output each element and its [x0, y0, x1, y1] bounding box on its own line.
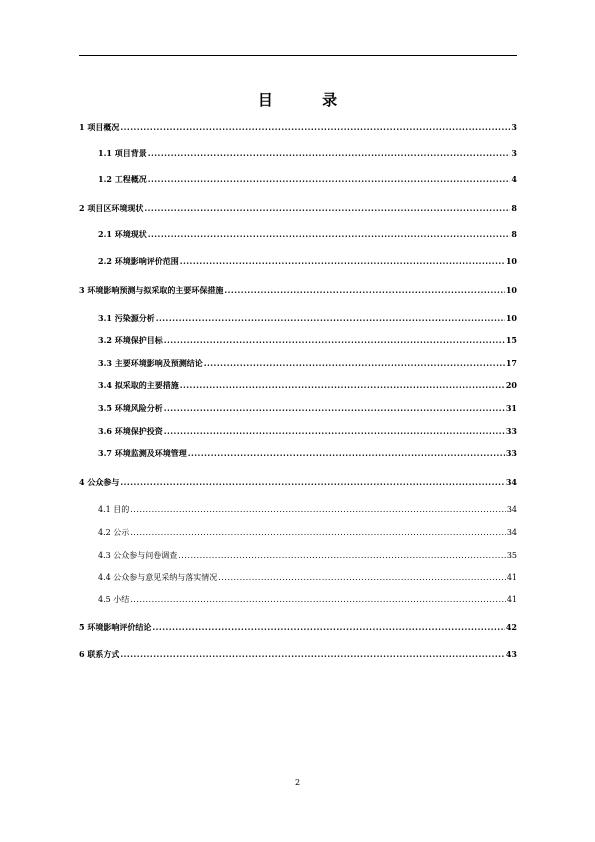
toc-entry-label: 2.1 环境现状 — [98, 229, 147, 239]
dot-leader — [120, 477, 505, 487]
toc-entry[interactable] — [79, 335, 517, 352]
toc-entry[interactable] — [79, 229, 517, 246]
toc-entry-page: 41 — [506, 595, 517, 604]
toc-entry-label: 3.6 环境保护投资 — [98, 426, 163, 436]
dot-leader — [130, 528, 506, 537]
dot-leader — [156, 313, 505, 323]
dot-leader — [144, 203, 510, 213]
toc-entry-page: 34 — [506, 528, 517, 537]
dot-leader — [188, 448, 505, 458]
toc-entry[interactable] — [79, 174, 517, 191]
toc-entry[interactable] — [79, 550, 517, 567]
toc-entry-label: 4.4 公众参与意见采纳与落实情况 — [98, 573, 218, 582]
toc-entry-label: 4.1 目的 — [98, 505, 130, 514]
toc-entry-label: 3.5 环境风险分析 — [98, 403, 163, 413]
toc-entry-page: 10 — [505, 256, 517, 266]
toc-entry[interactable] — [79, 403, 517, 420]
toc-entry[interactable] — [79, 649, 517, 666]
toc-entry-page: 41 — [506, 573, 517, 582]
toc-entry-label: 3.1 污染源分析 — [98, 313, 155, 323]
dot-leader — [120, 649, 505, 659]
toc-entry-label: 6 联系方式 — [79, 649, 120, 659]
toc-entry[interactable] — [79, 477, 517, 494]
toc-entry-page: 34 — [505, 477, 517, 487]
toc-entry-label: 1 项目概况 — [79, 122, 120, 132]
toc-entry[interactable] — [79, 426, 517, 443]
toc-entry-label: 4.3 公众参与问卷调查 — [98, 551, 178, 560]
toc-entry-page: 4 — [511, 174, 517, 184]
toc-entry[interactable] — [79, 203, 517, 220]
dot-leader — [224, 285, 505, 295]
header-rule — [79, 55, 517, 56]
toc-entry[interactable] — [79, 622, 517, 639]
dot-leader — [148, 174, 511, 184]
dot-leader — [164, 335, 505, 345]
toc-entry-label: 4 公众参与 — [79, 477, 120, 487]
toc-entry-page: 3 — [511, 148, 517, 158]
toc-entry-label: 3.7 环境监测及环境管理 — [98, 448, 187, 458]
dot-leader — [180, 380, 505, 390]
toc-title: 目 录 — [257, 91, 360, 109]
toc-entry-page: 17 — [505, 358, 517, 368]
dot-leader — [120, 122, 510, 132]
dot-leader — [164, 403, 505, 413]
toc-entry[interactable] — [79, 572, 517, 589]
toc-entry-page: 35 — [506, 551, 517, 560]
dot-leader — [148, 229, 511, 239]
toc-entry[interactable] — [79, 448, 517, 465]
toc-entry-page: 15 — [505, 335, 517, 345]
toc-entry-page: 10 — [505, 313, 517, 323]
toc-entry-page: 8 — [511, 229, 517, 239]
toc-entry-page: 43 — [505, 649, 517, 659]
dot-leader — [218, 573, 506, 582]
toc-entry-page: 31 — [505, 403, 517, 413]
dot-leader — [180, 256, 505, 266]
page-number: 2 — [294, 778, 301, 787]
toc-entry-page: 34 — [506, 505, 517, 514]
toc-entry[interactable] — [79, 285, 517, 302]
toc-entry-label: 2.2 环境影响评价范围 — [98, 256, 179, 266]
toc-entry-page: 33 — [505, 448, 517, 458]
toc-entry[interactable] — [79, 148, 517, 165]
toc-entry[interactable] — [79, 380, 517, 397]
toc-entry-label: 3 环境影响预测与拟采取的主要环保措施 — [79, 285, 224, 295]
dot-leader — [130, 505, 506, 514]
toc-entry-label: 1.1 项目背景 — [98, 148, 147, 158]
dot-leader — [148, 148, 511, 158]
toc-entry-label: 3.2 环境保护目标 — [98, 335, 163, 345]
toc-entry-label: 4.2 公示 — [98, 528, 130, 537]
dot-leader — [164, 426, 505, 436]
toc-entry-label: 2 项目区环境现状 — [79, 203, 144, 213]
toc-entry-page: 20 — [505, 380, 517, 390]
toc-entry[interactable] — [79, 122, 517, 139]
toc-entry[interactable] — [79, 313, 517, 330]
toc-entry[interactable] — [79, 504, 517, 521]
toc-entry-label: 3.4 拟采取的主要措施 — [98, 380, 179, 390]
dot-leader — [178, 551, 506, 560]
toc-entry-page: 42 — [505, 622, 517, 632]
dot-leader — [204, 358, 505, 368]
toc-entry-page: 3 — [511, 122, 517, 132]
toc-entry-label: 4.5 小结 — [98, 595, 130, 604]
toc-entry-page: 10 — [505, 285, 517, 295]
toc-entry-label: 1.2 工程概况 — [98, 174, 147, 184]
toc-entry[interactable] — [79, 358, 517, 375]
toc-entry-page: 33 — [505, 426, 517, 436]
toc-entry[interactable] — [79, 527, 517, 544]
dot-leader — [130, 595, 506, 604]
toc-entry-page: 8 — [511, 203, 517, 213]
dot-leader — [152, 622, 505, 632]
toc-entry-label: 5 环境影响评价结论 — [79, 622, 152, 632]
toc-entry-label: 3.3 主要环境影响及预测结论 — [98, 358, 203, 368]
toc-entry[interactable] — [79, 256, 517, 273]
toc-entry[interactable] — [79, 594, 517, 611]
